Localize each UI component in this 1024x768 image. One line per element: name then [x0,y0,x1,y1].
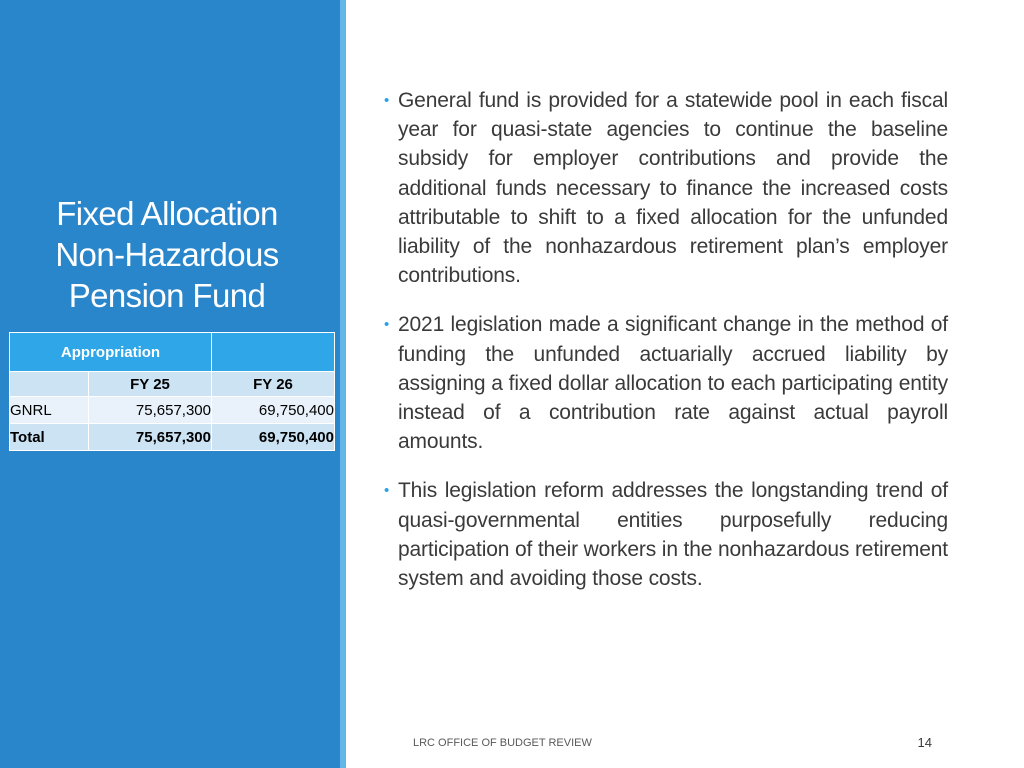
cell-gnrl-fy26: 69,750,400 [212,397,335,424]
appropriation-table [9,332,335,451]
bullet-dot-icon: • [384,316,390,334]
bullet-list [383,86,948,613]
table-total-row [10,424,335,451]
panel-edge-stripe [340,0,346,768]
column-header-fy25: FY 25 [89,372,212,397]
bullet-text-3: This legislation reform addresses the longstanding trend of quasi-governmental entities purposefully reducing participation of their workers in the nonhazardous retirement system and avoiding those costs. [398,479,948,591]
column-header-blank [10,372,89,397]
bullet-dot-icon: • [384,92,390,109]
title-line-3: Pension Fund [68,277,266,314]
table-header-blank [212,333,335,372]
cell-total-fy26: 69,750,400 [212,424,335,451]
page-number: 14 [917,735,932,750]
table-header-row [10,333,335,372]
footer-office-name: LRC OFFICE OF BUDGET REVIEW [413,737,592,749]
bullet-dot-icon: • [384,482,390,500]
slide-title [0,193,334,316]
title-line-2: Non-Hazardous [55,236,279,273]
row-label-total: Total [10,424,89,451]
bullet-item-1 [383,86,948,290]
bullet-item-2 [383,310,948,456]
table-row [10,397,335,424]
cell-total-fy25: 75,657,300 [89,424,212,451]
title-line-1: Fixed Allocation [56,195,278,232]
table-column-headers [10,372,335,397]
cell-gnrl-fy25: 75,657,300 [89,397,212,424]
bullet-text-1: General fund is provided for a statewide pool in each fiscal year for quasi-state agencies to continue the baseline subsidy for employer contributions and provide the additional funds necessary to finance the increased costs attributable to shift to a fixed allocation for the unfunded liability of the nonhazardous retirement plan’s employer contributions. [398,89,948,288]
bullet-item-3 [383,476,948,593]
bullet-text-2: 2021 legislation made a significant change in the method of funding the unfunded actuarially accrued liability by assigning a fixed dollar allocation to each participating entity instead of a contribution rate against actual payroll amounts. [398,313,948,454]
row-label-gnrl: GNRL [10,397,89,424]
table-header-appropriation: Appropriation [10,333,212,372]
column-header-fy26: FY 26 [212,372,335,397]
